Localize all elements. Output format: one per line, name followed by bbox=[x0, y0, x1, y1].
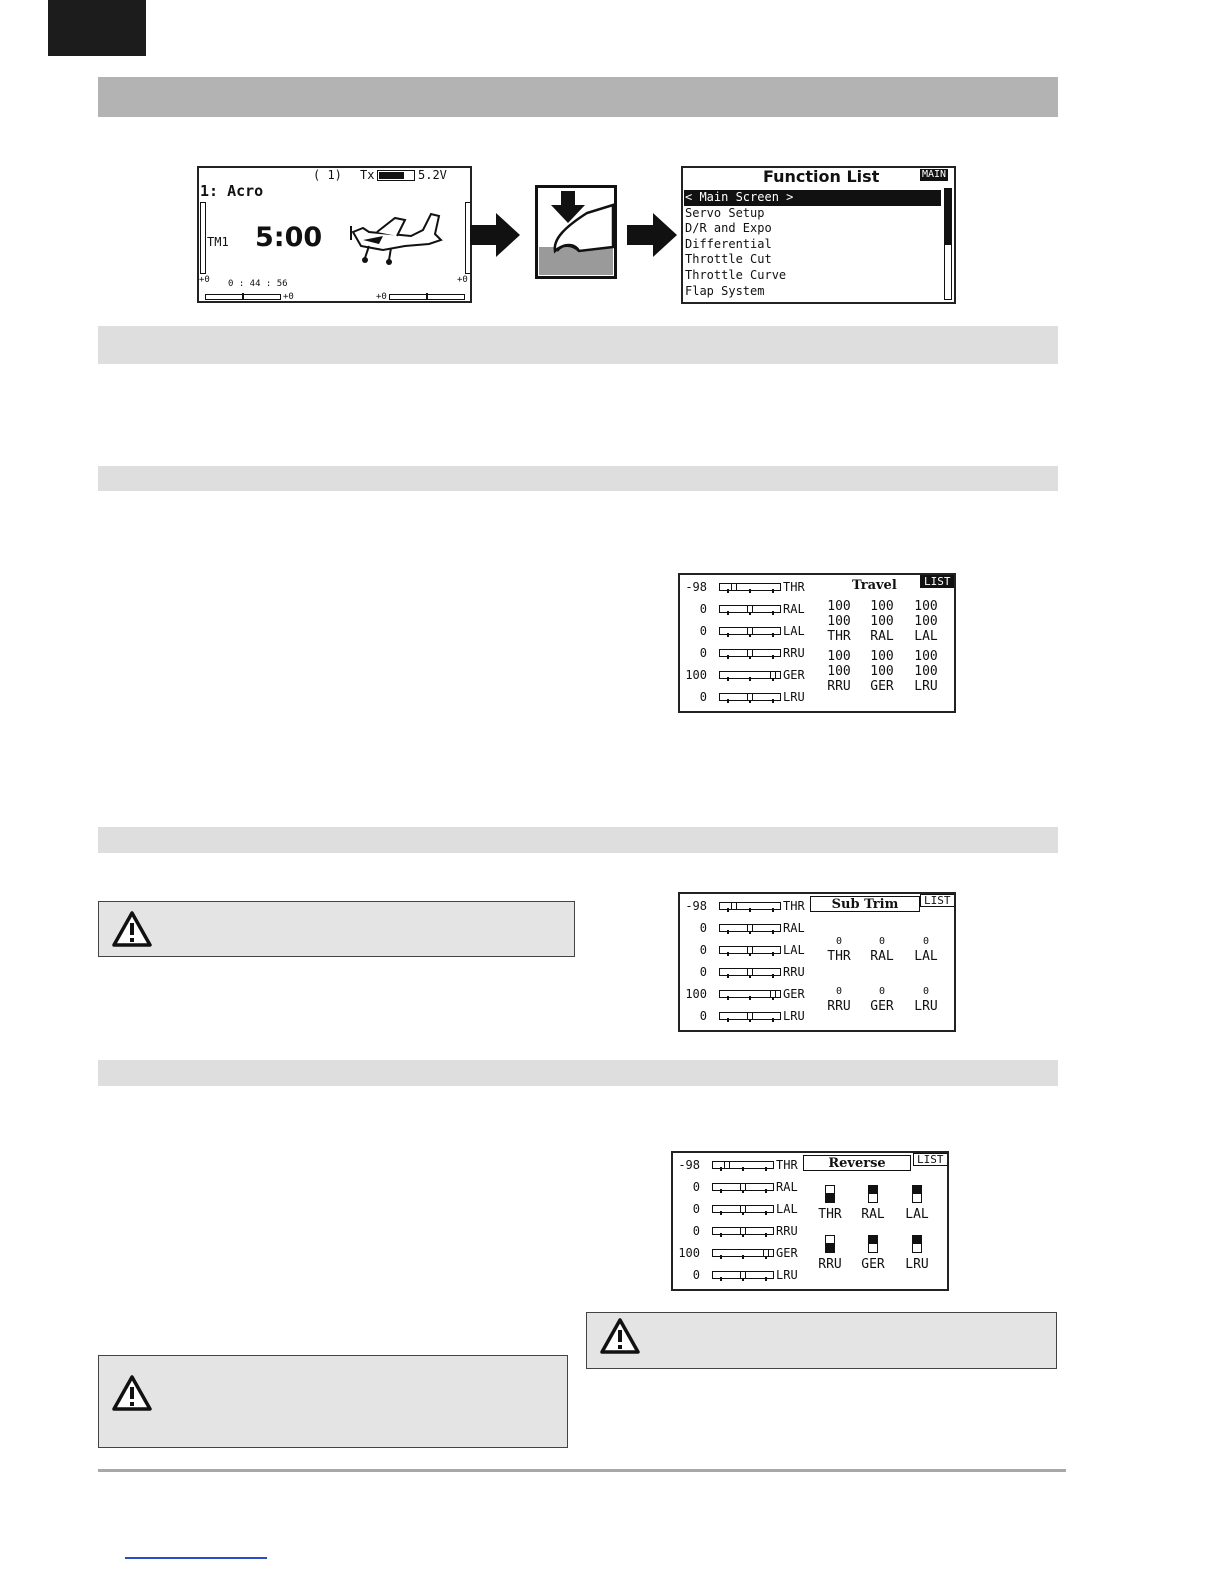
channel-row: 0 LAL bbox=[699, 624, 805, 638]
warning-icon bbox=[111, 1374, 153, 1412]
left-trim-zero: +0 bbox=[199, 275, 210, 285]
channel-bar bbox=[719, 902, 781, 910]
warning-box bbox=[98, 1355, 568, 1448]
warning-box bbox=[98, 901, 575, 957]
channel-row: 100 GER bbox=[685, 668, 805, 682]
channel-row: 0 LRU bbox=[699, 690, 805, 704]
subtrim-title: Sub Trim bbox=[810, 896, 920, 912]
right-trim-zero: +0 bbox=[457, 275, 468, 285]
travel-cell: 100 100 LRU bbox=[914, 649, 938, 694]
section-bar-2 bbox=[98, 466, 1058, 491]
menu-item-throttle-curve[interactable]: Throttle Curve bbox=[685, 267, 787, 282]
airplane-icon bbox=[349, 210, 449, 266]
subtrim-display bbox=[678, 892, 956, 1032]
channel-bar bbox=[712, 1227, 774, 1235]
page-corner-tab bbox=[48, 0, 146, 56]
travel-cell: 100 100 THR bbox=[827, 599, 851, 644]
menu-item-servo-setup[interactable]: Servo Setup bbox=[685, 205, 765, 220]
channel-row: 100 GER bbox=[685, 987, 805, 1001]
section-bar-4 bbox=[98, 1060, 1058, 1086]
channel-row: 0 LAL bbox=[692, 1202, 798, 1216]
list-badge[interactable]: LIST bbox=[920, 894, 955, 907]
channel-knob bbox=[724, 1161, 730, 1169]
channel-bar bbox=[719, 1012, 781, 1020]
footer-link[interactable] bbox=[125, 1557, 267, 1559]
channel-knob bbox=[740, 1227, 746, 1235]
reverse-cell: RRU bbox=[813, 1235, 847, 1272]
menu-item-throttle-cut[interactable]: Throttle Cut bbox=[685, 252, 772, 267]
footer-rule bbox=[98, 1469, 1066, 1472]
channel-row: -98 THR bbox=[685, 899, 805, 913]
function-list-title: Function List bbox=[763, 167, 880, 186]
voltage-readout: 5.2V bbox=[418, 168, 447, 182]
bottom-right-trim-zero: +0 bbox=[376, 292, 387, 302]
model-name: 1: Acro bbox=[200, 182, 264, 200]
channel-bar bbox=[719, 605, 781, 613]
channel-knob bbox=[747, 693, 753, 701]
channel-knob bbox=[740, 1271, 746, 1279]
reverse-cell: GER bbox=[856, 1235, 890, 1272]
channel-knob bbox=[740, 1205, 746, 1213]
reverse-display bbox=[671, 1151, 949, 1291]
channel-knob bbox=[747, 924, 753, 932]
channel-row: 0 RAL bbox=[699, 602, 805, 616]
subtrim-cell: 0 RRU bbox=[827, 986, 851, 1014]
menu-item-flap-system[interactable]: Flap System bbox=[685, 283, 765, 298]
right-arrow-icon bbox=[627, 213, 677, 257]
clock-readout: 0 : 44 : 56 bbox=[228, 279, 288, 289]
channel-row: -98 THR bbox=[678, 1158, 798, 1172]
travel-cell: 100 100 RRU bbox=[827, 649, 851, 694]
bottom-left-trim-zero: +0 bbox=[283, 292, 294, 302]
channel-row: 0 RRU bbox=[699, 646, 805, 660]
subtrim-cell: 0 THR bbox=[827, 936, 851, 964]
list-badge[interactable]: LIST bbox=[920, 575, 955, 588]
channel-knob bbox=[747, 1012, 753, 1020]
tx-label: Tx bbox=[360, 168, 375, 182]
header-bar bbox=[98, 77, 1058, 117]
function-list-items bbox=[684, 190, 941, 299]
channel-bar bbox=[719, 946, 781, 954]
channel-knob bbox=[747, 605, 753, 613]
channel-knob bbox=[763, 1249, 769, 1257]
reverse-cell: LAL bbox=[900, 1185, 934, 1222]
channel-row: 0 RRU bbox=[692, 1224, 798, 1238]
right-arrow-icon bbox=[470, 213, 520, 257]
channel-bar bbox=[712, 1183, 774, 1191]
timer-label: TM1 bbox=[207, 235, 229, 249]
channel-bar bbox=[719, 924, 781, 932]
subtrim-cell: 0 GER bbox=[870, 986, 894, 1014]
menu-item-main-screen[interactable]: < Main Screen > bbox=[684, 190, 941, 206]
reverse-switch-icon[interactable] bbox=[868, 1235, 878, 1253]
warning-icon bbox=[599, 1317, 641, 1355]
function-list-display bbox=[681, 166, 956, 304]
reverse-switch-icon[interactable] bbox=[825, 1235, 835, 1253]
channel-knob bbox=[747, 649, 753, 657]
subtrim-cell: 0 RAL bbox=[870, 936, 894, 964]
channel-knob bbox=[731, 902, 737, 910]
timer-value: 5:00 bbox=[255, 222, 323, 253]
channel-row: 0 RAL bbox=[692, 1180, 798, 1194]
bottom-right-trim-bar bbox=[389, 294, 465, 300]
channel-row: 0 LRU bbox=[699, 1009, 805, 1023]
reverse-switch-icon[interactable] bbox=[912, 1185, 922, 1203]
list-scrollbar[interactable] bbox=[944, 188, 952, 300]
channel-bar bbox=[712, 1271, 774, 1279]
travel-cell: 100 100 RAL bbox=[870, 599, 894, 644]
reverse-cell: THR bbox=[813, 1185, 847, 1222]
channel-bar bbox=[719, 649, 781, 657]
travel-display bbox=[678, 573, 956, 713]
channel-knob bbox=[747, 627, 753, 635]
channel-knob bbox=[770, 671, 776, 679]
menu-item-differential[interactable]: Differential bbox=[685, 236, 772, 251]
menu-item-dr-expo[interactable]: D/R and Expo bbox=[685, 221, 772, 236]
channel-bar bbox=[719, 671, 781, 679]
channel-bar bbox=[719, 583, 781, 591]
subtrim-cell: 0 LRU bbox=[914, 986, 938, 1014]
channel-row: 0 LAL bbox=[699, 943, 805, 957]
channel-knob bbox=[740, 1183, 746, 1191]
channel-bar bbox=[712, 1205, 774, 1213]
channel-bar bbox=[712, 1161, 774, 1169]
model-indicator: ( 1) bbox=[313, 168, 342, 182]
channel-knob bbox=[747, 968, 753, 976]
reverse-switch-icon[interactable] bbox=[825, 1185, 835, 1203]
section-bar-1 bbox=[98, 326, 1058, 364]
channel-knob bbox=[770, 990, 776, 998]
channel-bar bbox=[719, 627, 781, 635]
channel-bar bbox=[712, 1249, 774, 1257]
warning-icon bbox=[111, 910, 153, 948]
bottom-left-trim-bar bbox=[205, 294, 281, 300]
reverse-cell: LRU bbox=[900, 1235, 934, 1272]
reverse-cell: RAL bbox=[856, 1185, 890, 1222]
main-screen-display bbox=[197, 166, 472, 303]
channel-knob bbox=[731, 583, 737, 591]
channel-knob bbox=[747, 946, 753, 954]
channel-bar bbox=[719, 968, 781, 976]
warning-box bbox=[586, 1312, 1057, 1369]
channel-row: -98 THR bbox=[685, 580, 805, 594]
reverse-switch-icon[interactable] bbox=[912, 1235, 922, 1253]
channel-row: 100 GER bbox=[678, 1246, 798, 1260]
subtrim-cell: 0 LAL bbox=[914, 936, 938, 964]
reverse-switch-icon[interactable] bbox=[868, 1185, 878, 1203]
main-badge[interactable]: MAIN bbox=[922, 169, 947, 180]
reverse-title: Reverse bbox=[803, 1155, 911, 1171]
channel-row: 0 RAL bbox=[699, 921, 805, 935]
travel-cell: 100 100 GER bbox=[870, 649, 894, 694]
travel-cell: 100 100 LAL bbox=[914, 599, 938, 644]
channel-row: 0 LRU bbox=[692, 1268, 798, 1282]
press-roller-icon bbox=[535, 185, 617, 279]
list-badge[interactable]: LIST bbox=[913, 1153, 948, 1166]
battery-icon bbox=[377, 170, 415, 181]
section-bar-3 bbox=[98, 827, 1058, 853]
left-trim-bar bbox=[200, 202, 206, 274]
channel-row: 0 RRU bbox=[699, 965, 805, 979]
channel-bar bbox=[719, 990, 781, 998]
travel-title: Travel bbox=[852, 578, 897, 593]
channel-bar bbox=[719, 693, 781, 701]
